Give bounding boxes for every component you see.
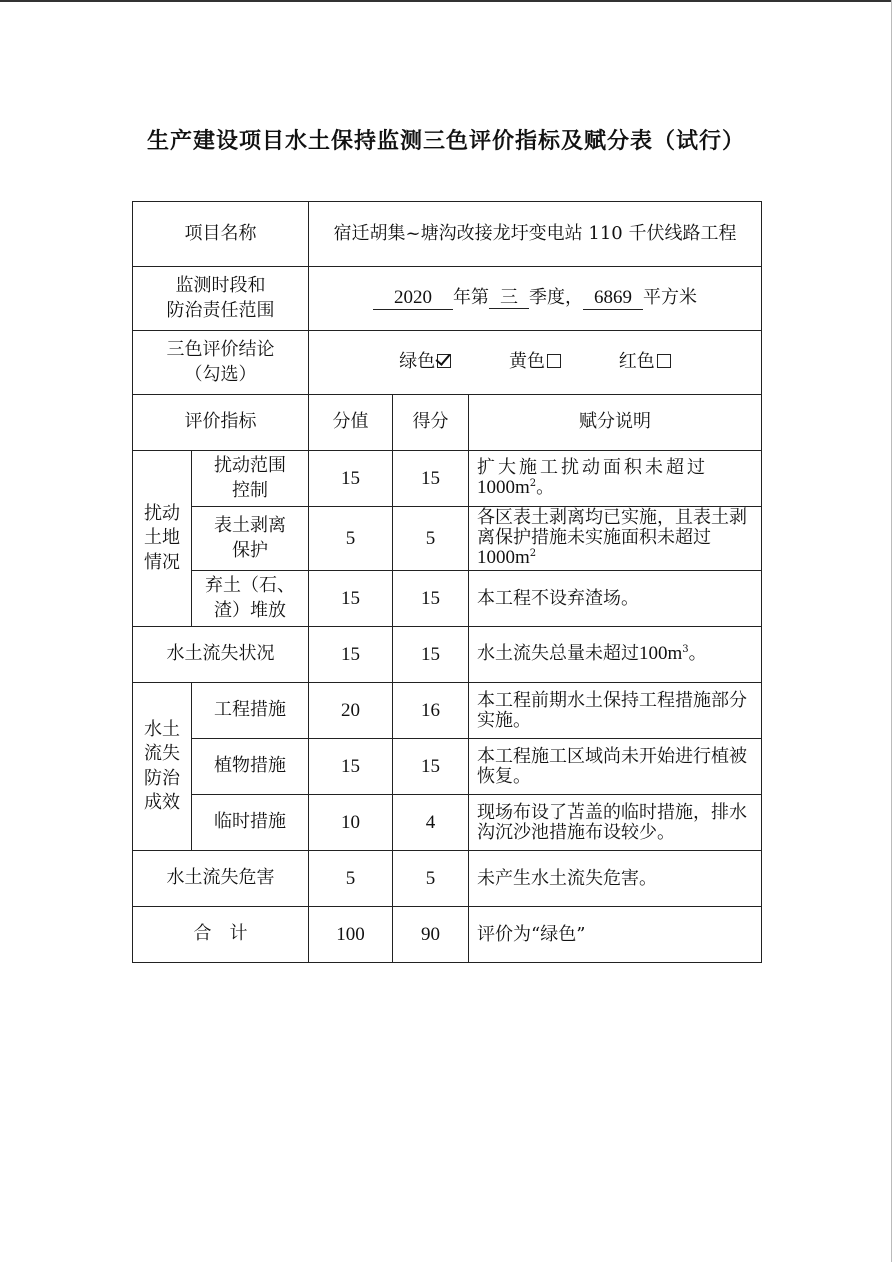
table-row [133,851,762,907]
score: 16 [393,683,469,739]
quarter-suffix: 季度， [529,287,583,309]
group-label-line: 扰动 [144,503,180,525]
group-label-line: 土地 [144,527,180,549]
total-row [133,907,762,963]
conclusion-options [309,331,762,395]
checkbox-icon[interactable] [657,354,671,368]
note-text: 各区表土剥离均已实施，且表土剥离保护措施未实施面积未超过 [477,507,747,549]
option-green [399,350,451,374]
table-row [133,451,762,507]
indicator-name: 水土流失危害 [133,851,309,907]
period-row [133,267,762,331]
conclusion-label-line2: （勾选） [184,363,257,385]
indicator-name: 水土流失状况 [133,627,309,683]
total-note: 评价为“绿色” [469,907,762,963]
score-max: 15 [309,739,393,795]
area-unit: 平方米 [643,287,697,309]
score-max: 15 [309,571,393,627]
page-title: 生产建设项目水土保持监测三色评价指标及赋分表（试行） [146,129,745,154]
score-max: 10 [309,795,393,851]
header-score-max: 分值 [309,395,393,451]
indicator-name-line: 扰动范围 [214,455,286,477]
indicator-name [192,571,309,627]
year-value: 2020 [373,288,453,310]
table-row [133,571,762,627]
note-superscript: 2 [529,547,537,559]
conclusion-label [133,331,309,395]
header-score: 得分 [393,395,469,451]
note-end: 。 [688,643,707,665]
indicator-name [192,507,309,571]
project-label: 项目名称 [133,202,309,267]
score-max: 20 [309,683,393,739]
project-name: 宿迁胡集~塘沟改接龙圩变电站 110 千伏线路工程 [309,202,762,267]
score-note [469,451,762,507]
year-suffix: 年第 [453,287,489,309]
header-indicator: 评价指标 [133,395,309,451]
checked-checkbox-icon[interactable] [437,354,451,368]
score: 4 [393,795,469,851]
total-score: 90 [393,907,469,963]
checkbox-icon[interactable] [547,354,561,368]
note-unit: 100m [639,643,683,665]
table-row [133,795,762,851]
header-notes: 赋分说明 [469,395,762,451]
note-unit: 1000m [477,476,530,498]
indicator-name-line: 控制 [232,479,268,501]
group-label-line: 情况 [144,551,180,573]
period-label-line2: 防治责任范围 [166,299,275,321]
total-label: 合 计 [133,907,309,963]
score-note [469,627,762,683]
score: 15 [393,627,469,683]
period-label [133,267,309,331]
score-note [469,507,762,571]
group-label-line: 成效 [144,791,180,813]
score: 5 [393,507,469,571]
score: 5 [393,851,469,907]
option-red [619,350,671,374]
score-note: 现场布设了苫盖的临时措施，排水沟沉沙池措施布设较少。 [469,795,762,851]
table-row [133,627,762,683]
table-row [133,507,762,571]
indicator-name-line: 保护 [232,539,268,561]
indicator-name: 工程措施 [192,683,309,739]
score-max: 5 [309,507,393,571]
option-green-label: 绿色 [399,351,436,373]
period-value [309,267,762,331]
score-max: 15 [309,451,393,507]
top-border-line [0,0,892,2]
indicator-name [192,451,309,507]
table-row [133,739,762,795]
note-text: 扩大施工扰动面积未超过 [477,457,708,479]
header-row [133,395,762,451]
note-text: 水土流失总量未超过 [477,643,639,665]
option-yellow [509,350,561,374]
option-red-label: 红色 [618,351,655,373]
note-superscript: 2 [529,477,537,489]
indicator-name: 植物措施 [192,739,309,795]
note-end: 。 [536,476,555,498]
group-label-line: 水土 [144,718,180,740]
indicator-name-line: 渣）堆放 [214,599,286,621]
conclusion-label-line1: 三色评价结论 [166,339,275,361]
table-row [133,683,762,739]
score: 15 [393,739,469,795]
period-label-line1: 监测时段和 [175,275,266,297]
score-note: 未产生水土流失危害。 [469,851,762,907]
evaluation-table [132,201,762,963]
group-label-line: 流失 [144,743,180,765]
score: 15 [393,571,469,627]
score-max: 15 [309,627,393,683]
prevention-group-label [133,683,192,851]
project-row [133,202,762,267]
note-unit: 1000m [477,546,530,568]
score-note: 本工程不设弃渣场。 [469,571,762,627]
score-max: 5 [309,851,393,907]
score: 15 [393,451,469,507]
indicator-name: 临时措施 [192,795,309,851]
area-value: 6869 [583,288,643,310]
quarter-value: 三 [489,288,529,309]
score-note: 本工程前期水土保持工程措施部分实施。 [469,683,762,739]
note-superscript: 3 [682,644,689,656]
total-max: 100 [309,907,393,963]
option-yellow-label: 黄色 [509,351,545,373]
disturb-group-label [133,451,192,627]
indicator-name-line: 弃土（石、 [205,575,295,597]
indicator-name-line: 表土剥离 [214,515,286,537]
group-label-line: 防治 [144,767,180,789]
score-note: 本工程施工区域尚未开始进行植被恢复。 [469,739,762,795]
conclusion-row [133,331,762,395]
